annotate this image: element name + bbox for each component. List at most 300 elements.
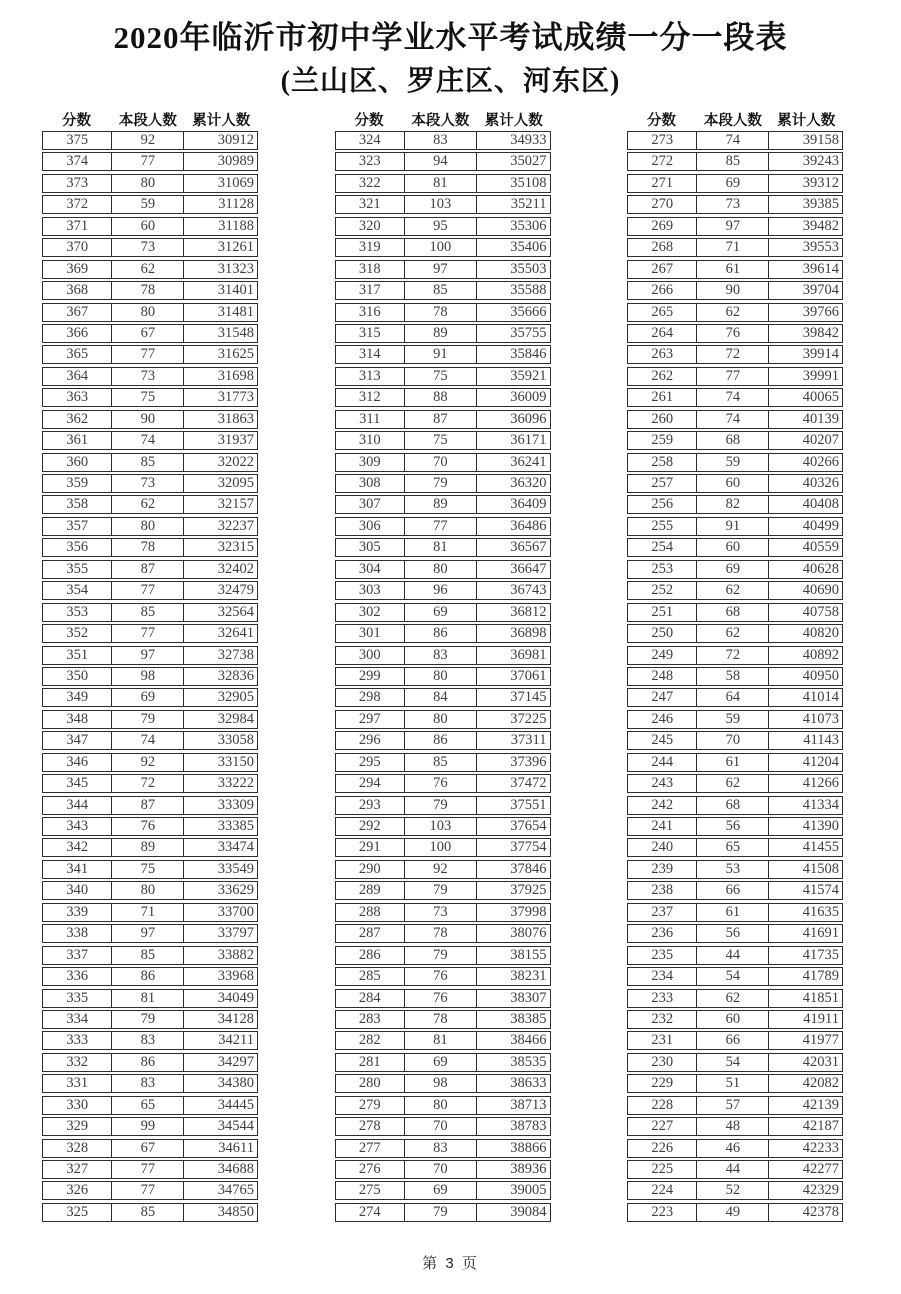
- cumulative-count-cell: 37396: [510, 753, 547, 770]
- segment-count-cell: 59: [696, 711, 769, 728]
- score-cell: 321: [358, 196, 381, 213]
- cumulative-count-cell: 40559: [802, 539, 839, 556]
- cumulative-count-cell: 38231: [510, 968, 547, 985]
- table-row: [627, 731, 843, 750]
- table-row: [627, 388, 843, 407]
- cumulative-count-cell: 42277: [802, 1161, 839, 1177]
- table-row: [42, 388, 258, 407]
- score-cell: 282: [358, 1032, 381, 1049]
- score-cell: 350: [66, 667, 89, 684]
- score-cell: 348: [66, 710, 89, 727]
- segment-count-cell: 71: [111, 904, 184, 921]
- segment-count-cell: 74: [111, 732, 184, 749]
- cumulative-count-cell: 33309: [217, 796, 254, 813]
- table-row: [627, 817, 843, 836]
- score-cell: 307: [358, 496, 381, 513]
- table-row: [42, 152, 258, 171]
- score-cell: 229: [651, 1075, 674, 1092]
- segment-count-cell: 67: [111, 1140, 184, 1157]
- cumulative-count-cell: 36647: [510, 560, 547, 577]
- table-row: [627, 1031, 843, 1050]
- cumulative-count-cell: 37061: [510, 667, 547, 684]
- header-segment-count: 本段人数: [703, 112, 762, 129]
- cumulative-count-cell: 36898: [510, 625, 547, 642]
- cumulative-count-cell: 35921: [510, 367, 547, 384]
- table-row: [42, 474, 258, 493]
- score-cell: 331: [66, 1075, 89, 1092]
- segment-count-cell: 77: [111, 1182, 184, 1199]
- page-subtitle: (兰山区、罗庄区、河东区): [280, 66, 621, 97]
- score-cell: 293: [358, 796, 381, 813]
- segment-count-cell: 85: [404, 754, 477, 771]
- cumulative-count-cell: 31698: [217, 367, 254, 384]
- score-cell: 291: [358, 839, 381, 856]
- table-row: [42, 581, 258, 600]
- table-row: [627, 881, 843, 900]
- table-row: [335, 1181, 551, 1200]
- table-row: [335, 517, 551, 536]
- score-cell: 298: [358, 689, 381, 706]
- table-row: [335, 667, 551, 686]
- cumulative-count-cell: 37846: [510, 860, 547, 877]
- score-cell: 346: [66, 753, 89, 770]
- score-cell: 361: [66, 432, 89, 449]
- table-row: [335, 989, 551, 1008]
- segment-count-cell: 97: [696, 218, 769, 235]
- table-row: [335, 431, 551, 450]
- table-row: [627, 152, 843, 171]
- segment-count-cell: 78: [404, 304, 477, 321]
- table-row: [627, 453, 843, 472]
- segment-count-cell: 73: [696, 196, 769, 213]
- score-cell: 237: [651, 903, 674, 920]
- segment-count-cell: 77: [111, 625, 184, 642]
- score-cell: 248: [651, 667, 674, 684]
- segment-count-cell: 85: [696, 153, 769, 170]
- score-cell: 353: [66, 603, 89, 620]
- segment-count-cell: 72: [696, 346, 769, 363]
- segment-count-cell: 49: [696, 1204, 769, 1221]
- table-row: [627, 431, 843, 450]
- segment-count-cell: 79: [404, 797, 477, 814]
- score-cell: 226: [651, 1139, 674, 1156]
- cumulative-count-cell: 39704: [802, 282, 839, 299]
- table-row: [627, 667, 843, 686]
- cumulative-count-cell: 34544: [217, 1118, 254, 1135]
- score-cell: 352: [66, 625, 89, 642]
- table-row: [335, 453, 551, 472]
- cumulative-count-cell: 39914: [802, 346, 839, 363]
- score-cell: 266: [651, 282, 674, 299]
- table-row: [335, 195, 551, 214]
- table-row: [627, 624, 843, 643]
- segment-count-cell: 80: [404, 711, 477, 728]
- score-cell: 327: [66, 1161, 89, 1177]
- segment-count-cell: 74: [111, 432, 184, 449]
- table-row: [42, 1053, 258, 1072]
- score-cell: 289: [358, 882, 381, 899]
- score-cell: 355: [66, 560, 89, 577]
- score-cell: 294: [358, 775, 381, 792]
- segment-count-cell: 77: [696, 368, 769, 385]
- segment-count-cell: 65: [111, 1097, 184, 1114]
- segment-count-cell: 51: [696, 1075, 769, 1092]
- score-cell: 334: [66, 1010, 89, 1027]
- segment-count-cell: 86: [404, 732, 477, 749]
- cumulative-count-cell: 41691: [802, 925, 839, 942]
- segment-count-cell: 76: [696, 325, 769, 342]
- cumulative-count-cell: 40628: [802, 560, 839, 577]
- table-row: [335, 217, 551, 236]
- segment-count-cell: 76: [111, 818, 184, 835]
- table-row: [42, 731, 258, 750]
- score-cell: 324: [358, 132, 381, 148]
- cumulative-count-cell: 41911: [803, 1010, 839, 1027]
- score-cell: 333: [66, 1032, 89, 1049]
- cumulative-count-cell: 41574: [802, 882, 839, 899]
- segment-count-cell: 77: [111, 346, 184, 363]
- segment-count-cell: 97: [404, 261, 477, 278]
- cumulative-count-cell: 35306: [510, 217, 547, 234]
- score-cell: 365: [66, 346, 89, 363]
- table-row: [42, 560, 258, 579]
- table-row: [42, 603, 258, 622]
- segment-count-cell: 85: [111, 604, 184, 621]
- cumulative-count-cell: 40820: [802, 625, 839, 642]
- cumulative-count-cell: 33968: [217, 968, 254, 985]
- segment-count-cell: 86: [111, 968, 184, 985]
- table-row: [335, 1117, 551, 1136]
- cumulative-count-cell: 38535: [510, 1053, 547, 1070]
- score-cell: 277: [358, 1139, 381, 1156]
- table-row: [335, 303, 551, 322]
- cumulative-count-cell: 36743: [510, 582, 547, 599]
- score-cell: 318: [358, 260, 381, 277]
- segment-count-cell: 73: [404, 904, 477, 921]
- table-row: [335, 538, 551, 557]
- score-cell: 316: [358, 303, 381, 320]
- segment-count-cell: 71: [696, 239, 769, 256]
- table-row: [42, 1160, 258, 1179]
- score-cell: 242: [651, 796, 674, 813]
- table-row: [627, 1117, 843, 1136]
- header-score: 分数: [354, 112, 384, 129]
- score-cell: 337: [66, 946, 89, 963]
- segment-count-cell: 81: [404, 539, 477, 556]
- segment-count-cell: 90: [696, 282, 769, 299]
- score-cell: 251: [651, 603, 674, 620]
- segment-count-cell: 62: [696, 304, 769, 321]
- segment-count-cell: 73: [111, 239, 184, 256]
- segment-count-cell: 68: [696, 432, 769, 449]
- segment-count-cell: 59: [696, 454, 769, 471]
- table-row: [335, 860, 551, 879]
- table-row: [335, 1096, 551, 1115]
- segment-count-cell: 70: [696, 732, 769, 749]
- segment-count-cell: 83: [111, 1032, 184, 1049]
- segment-count-cell: 60: [111, 218, 184, 235]
- cumulative-count-cell: 39842: [802, 324, 839, 341]
- table-row: [627, 281, 843, 300]
- segment-count-cell: 61: [696, 261, 769, 278]
- score-cell: 304: [358, 560, 381, 577]
- cumulative-count-cell: 33150: [217, 753, 254, 770]
- score-cell: 235: [651, 946, 674, 963]
- score-cell: 363: [66, 389, 89, 406]
- score-cell: 290: [358, 860, 381, 877]
- score-cell: 283: [358, 1010, 381, 1027]
- cumulative-count-cell: 37225: [510, 710, 547, 727]
- cumulative-count-cell: 42329: [802, 1182, 839, 1199]
- segment-count-cell: 73: [111, 368, 184, 385]
- table-row: [42, 131, 258, 150]
- score-cell: 360: [66, 453, 89, 470]
- score-cell: 364: [66, 367, 89, 384]
- segment-count-cell: 66: [696, 882, 769, 899]
- segment-count-cell: 59: [111, 196, 184, 213]
- score-cell: 299: [358, 667, 381, 684]
- cumulative-count-cell: 39158: [802, 132, 839, 148]
- cumulative-count-cell: 41073: [802, 710, 839, 727]
- segment-count-cell: 92: [111, 132, 184, 149]
- cumulative-count-cell: 33549: [217, 860, 254, 877]
- table-row: [627, 603, 843, 622]
- table-row: [627, 238, 843, 257]
- score-cell: 335: [66, 989, 89, 1006]
- score-cell: 354: [66, 582, 89, 599]
- cumulative-count-cell: 38307: [510, 989, 547, 1006]
- segment-count-cell: 56: [696, 925, 769, 942]
- table-row: [335, 838, 551, 857]
- score-cell: 288: [358, 903, 381, 920]
- segment-count-cell: 87: [111, 797, 184, 814]
- table-row: [627, 581, 843, 600]
- table-row: [42, 174, 258, 193]
- cumulative-count-cell: 38713: [510, 1096, 547, 1113]
- score-cell: 330: [66, 1096, 89, 1113]
- score-cell: 238: [651, 882, 674, 899]
- table-row: [627, 688, 843, 707]
- table-row: [42, 667, 258, 686]
- score-cell: 232: [651, 1010, 674, 1027]
- segment-count-cell: 69: [111, 689, 184, 706]
- table-row: [627, 410, 843, 429]
- header-segment-count: 本段人数: [118, 112, 177, 129]
- score-cell: 338: [66, 925, 89, 942]
- cumulative-count-cell: 32237: [217, 517, 254, 534]
- score-cell: 244: [651, 753, 674, 770]
- score-cell: 340: [66, 882, 89, 899]
- segment-count-cell: 75: [111, 389, 184, 406]
- segment-count-cell: 64: [696, 689, 769, 706]
- segment-count-cell: 60: [696, 1011, 769, 1028]
- segment-count-cell: 62: [696, 582, 769, 599]
- table-row: [627, 860, 843, 879]
- cumulative-count-cell: 35406: [510, 239, 547, 256]
- score-cell: 297: [358, 710, 381, 727]
- table-row: [335, 624, 551, 643]
- table-row: [42, 345, 258, 364]
- score-cell: 342: [66, 839, 89, 856]
- table-row: [335, 1139, 551, 1158]
- score-cell: 317: [358, 282, 381, 299]
- cumulative-count-cell: 33474: [217, 839, 254, 856]
- score-cell: 325: [66, 1203, 89, 1220]
- table-row: [335, 1053, 551, 1072]
- cumulative-count-cell: 35503: [510, 260, 547, 277]
- table-row: [627, 367, 843, 386]
- segment-count-cell: 73: [111, 475, 184, 492]
- cumulative-count-cell: 32564: [217, 603, 254, 620]
- cumulative-count-cell: 34128: [217, 1010, 254, 1027]
- cumulative-count-cell: 34049: [217, 989, 254, 1006]
- table-row: [335, 903, 551, 922]
- cumulative-count-cell: 39482: [802, 217, 839, 234]
- cumulative-count-cell: 31261: [217, 239, 254, 256]
- cumulative-count-cell: 32984: [217, 710, 254, 727]
- score-cell: 351: [66, 646, 89, 663]
- score-cell: 370: [66, 239, 89, 256]
- table-row: [627, 924, 843, 943]
- segment-count-cell: 95: [404, 218, 477, 235]
- cumulative-count-cell: 37472: [510, 775, 547, 792]
- table-row: [627, 1053, 843, 1072]
- table-row: [42, 303, 258, 322]
- table-row: [627, 131, 843, 150]
- cumulative-count-cell: 40892: [802, 646, 839, 663]
- table-row: [42, 367, 258, 386]
- segment-count-cell: 91: [404, 346, 477, 363]
- cumulative-count-cell: 34297: [217, 1053, 254, 1070]
- cumulative-count-cell: 39553: [802, 239, 839, 256]
- cumulative-count-cell: 36486: [510, 517, 547, 534]
- score-cell: 255: [651, 517, 674, 534]
- segment-count-cell: 76: [404, 775, 477, 792]
- table-row: [627, 1181, 843, 1200]
- table-row: [627, 517, 843, 536]
- table-row: [42, 538, 258, 557]
- segment-count-cell: 68: [696, 797, 769, 814]
- cumulative-count-cell: 31323: [217, 260, 254, 277]
- cumulative-count-cell: 40950: [802, 667, 839, 684]
- score-cell: 243: [651, 775, 674, 792]
- segment-count-cell: 77: [404, 518, 477, 535]
- segment-count-cell: 90: [111, 411, 184, 428]
- score-cell: 240: [651, 839, 674, 856]
- table-row: [42, 860, 258, 879]
- table-row: [42, 281, 258, 300]
- table-row: [335, 281, 551, 300]
- cumulative-count-cell: 36241: [510, 453, 547, 470]
- segment-count-cell: 69: [404, 1054, 477, 1071]
- cumulative-count-cell: 34445: [217, 1096, 254, 1113]
- score-cell: 247: [651, 689, 674, 706]
- segment-count-cell: 89: [111, 839, 184, 856]
- segment-count-cell: 78: [404, 1011, 477, 1028]
- cumulative-count-cell: 35846: [510, 346, 547, 363]
- cumulative-count-cell: 41508: [802, 860, 839, 877]
- segment-count-cell: 87: [404, 411, 477, 428]
- cumulative-count-cell: 31188: [218, 217, 254, 234]
- cumulative-count-cell: 35666: [510, 303, 547, 320]
- score-cell: 301: [358, 625, 381, 642]
- segment-count-cell: 80: [404, 1097, 477, 1114]
- table-row: [42, 1096, 258, 1115]
- cumulative-count-cell: 40139: [802, 410, 839, 427]
- table-row: [627, 967, 843, 986]
- score-cell: 271: [651, 174, 674, 191]
- score-cell: 224: [651, 1182, 674, 1199]
- cumulative-count-cell: 33882: [217, 946, 254, 963]
- cumulative-count-cell: 34380: [217, 1075, 254, 1092]
- cumulative-count-cell: 39766: [802, 303, 839, 320]
- cumulative-count-cell: 36812: [510, 603, 547, 620]
- table-row: [335, 1074, 551, 1093]
- table-row: [627, 1203, 843, 1222]
- cumulative-count-cell: 36320: [510, 475, 547, 491]
- segment-count-cell: 77: [111, 582, 184, 599]
- table-row: [42, 517, 258, 536]
- table-row: [627, 560, 843, 579]
- segment-count-cell: 53: [696, 861, 769, 878]
- segment-count-cell: 79: [404, 882, 477, 899]
- table-row: [335, 345, 551, 364]
- segment-count-cell: 62: [696, 990, 769, 1007]
- score-cell: 345: [66, 775, 89, 792]
- cumulative-count-cell: 37998: [510, 903, 547, 920]
- header-cumulative-count: 累计人数: [777, 112, 836, 129]
- segment-count-cell: 69: [696, 175, 769, 192]
- segment-count-cell: 80: [404, 561, 477, 578]
- header-score: 分数: [62, 112, 92, 129]
- score-cell: 223: [651, 1203, 674, 1220]
- table-row: [335, 581, 551, 600]
- table-row: [627, 195, 843, 214]
- cumulative-count-cell: 37145: [510, 689, 547, 706]
- score-cell: 295: [358, 753, 381, 770]
- table-row: [335, 946, 551, 965]
- cumulative-count-cell: 30989: [217, 153, 254, 170]
- cumulative-count-cell: 40207: [802, 432, 839, 449]
- table-row: [335, 152, 551, 171]
- cumulative-count-cell: 32836: [217, 667, 254, 684]
- score-cell: 227: [651, 1118, 674, 1135]
- score-cell: 270: [651, 196, 674, 213]
- cumulative-count-cell: 40758: [802, 603, 839, 620]
- segment-count-cell: 74: [696, 132, 769, 149]
- segment-count-cell: 94: [404, 153, 477, 170]
- segment-count-cell: 54: [696, 968, 769, 985]
- segment-count-cell: 70: [404, 1118, 477, 1135]
- score-cell: 339: [66, 903, 89, 920]
- table-row: [335, 1010, 551, 1029]
- table-row: [335, 817, 551, 836]
- segment-count-cell: 75: [404, 432, 477, 449]
- score-cell: 245: [651, 732, 674, 749]
- cumulative-count-cell: 36171: [510, 432, 547, 449]
- cumulative-count-cell: 41266: [802, 775, 839, 792]
- table-row: [627, 217, 843, 236]
- table-row: [42, 495, 258, 514]
- table-row: [335, 474, 551, 493]
- table-row: [42, 410, 258, 429]
- segment-count-cell: 60: [696, 475, 769, 492]
- table-row: [42, 1031, 258, 1050]
- table-row: [42, 1203, 258, 1222]
- score-cell: 303: [358, 582, 381, 599]
- table-row: [42, 796, 258, 815]
- segment-count-cell: 96: [404, 582, 477, 599]
